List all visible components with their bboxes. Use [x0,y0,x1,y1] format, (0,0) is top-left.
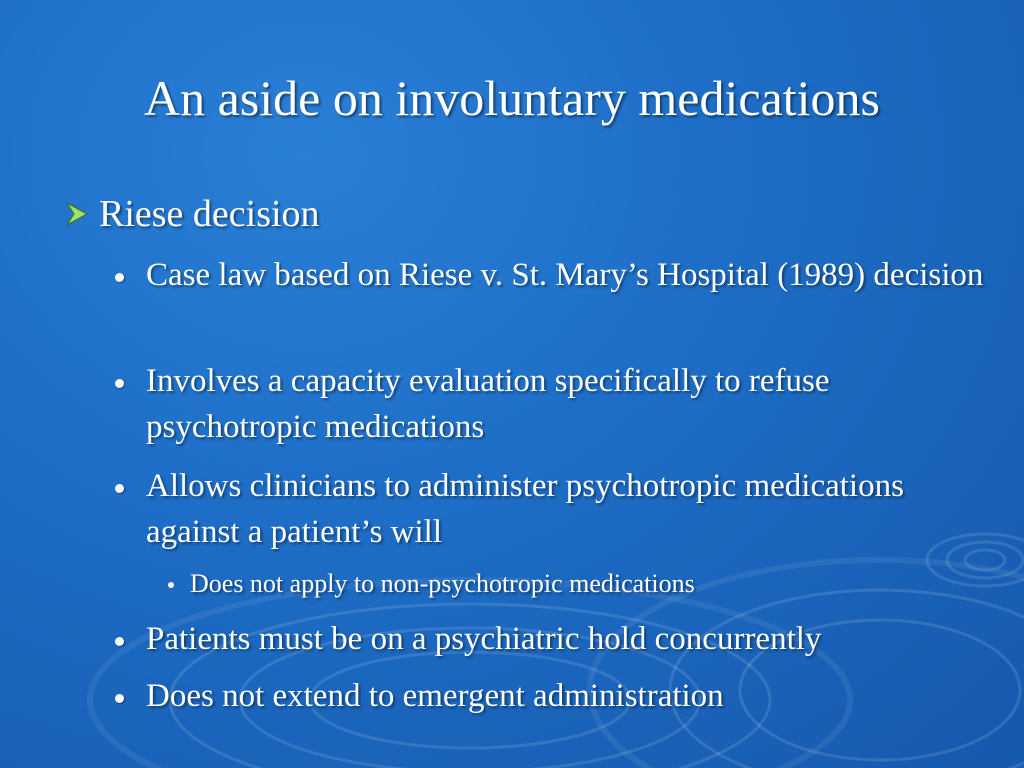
small-dot-icon [168,582,174,588]
bullet-point: Patients must be on a psychiatric hold concurrently [146,621,822,657]
slide-title: An aside on involuntary medications [144,70,880,126]
round-dot-icon [115,379,124,388]
heading-bullet: Riese decision [99,193,320,235]
bullet-point: Case law based on Riese v. St. Mary’s Hospital (1989) decision [146,257,984,293]
round-dot-icon [115,273,124,282]
bullet-point: Does not extend to emergent administration [146,678,724,714]
sub-bullet-point: Does not apply to non-psychotropic medications [190,569,695,598]
round-dot-icon [115,694,124,703]
arrowhead-bullet-icon [64,201,90,227]
bullet-point: Allows clinicians to administer psychotropic medications against a patient’s will [146,468,904,550]
round-dot-icon [115,637,124,646]
bullet-point: Involves a capacity evaluation specifically to refuse psychotropic medications [146,363,830,445]
round-dot-icon [115,484,124,493]
